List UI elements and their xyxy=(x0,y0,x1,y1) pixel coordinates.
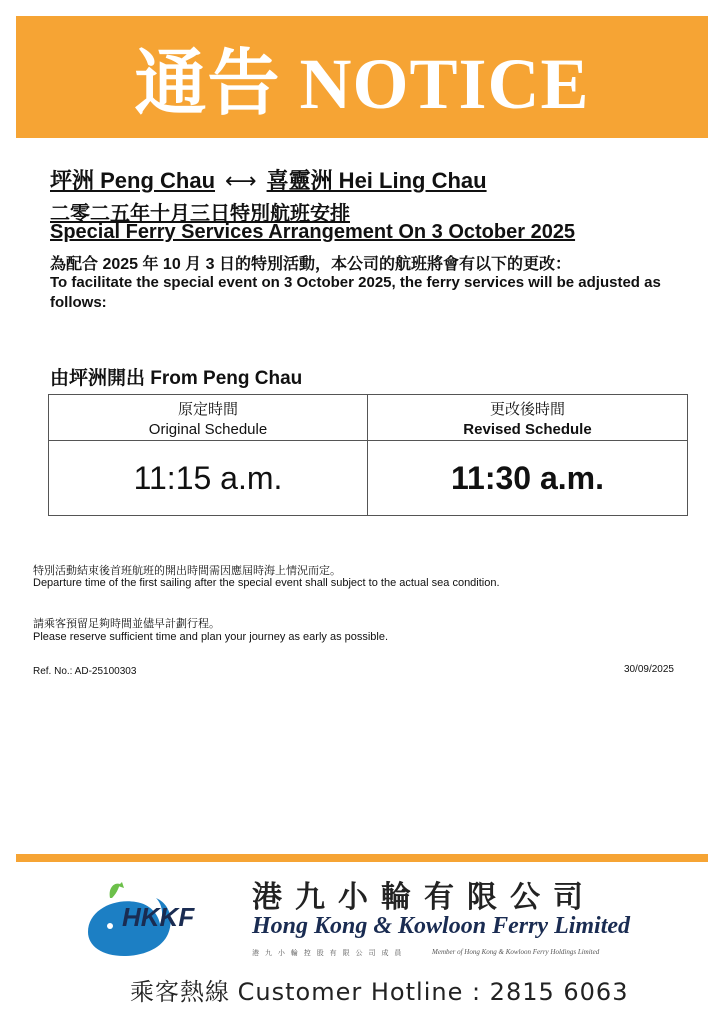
member-note-en: Member of Hong Kong & Kowloon Ferry Holdings Limited xyxy=(432,948,600,956)
original-time-cell xyxy=(49,441,368,515)
company-name-en: Hong Kong & Kowloon Ferry Limited xyxy=(252,913,631,939)
hotline-label-en: Customer Hotline : 2815 6063 xyxy=(237,978,629,1006)
double-arrow-icon: ⟷ xyxy=(225,168,257,193)
note-1-zh: 特別活動結束後首班航班的開出時間需因應屆時海上情況而定。 xyxy=(33,564,341,577)
original-header-en: Original Schedule xyxy=(148,420,268,438)
title-en: Special Ferry Services Arrangement On 3 October 2025 xyxy=(50,221,576,243)
reference-number: Ref. No.: AD-25100303 xyxy=(33,666,137,677)
hotline-label-zh: 乘客熱線 xyxy=(130,979,230,1006)
schedule-table xyxy=(48,394,688,516)
note-2-en: Please reserve sufficient time and plan your journey as early as possible. xyxy=(33,631,389,643)
revised-time: 11:30 a.m. xyxy=(451,459,604,496)
original-header-cell xyxy=(49,395,368,441)
intro-en: To facilitate the special event on 3 October 2025, the ferry services will be adjusted as follows: xyxy=(50,274,661,311)
revised-time-cell xyxy=(368,441,687,515)
revised-header-en: Revised Schedule xyxy=(463,420,592,438)
banner-title: 通告 NOTICE xyxy=(134,44,590,124)
customer-hotline xyxy=(130,972,628,1007)
route-to: 喜靈洲 Hei Ling Chau xyxy=(266,168,487,193)
hkkf-logo xyxy=(84,880,234,958)
logo-text: HKKF xyxy=(122,902,195,932)
company-name-zh: 港九小輪有限公司 xyxy=(252,880,596,915)
revised-header-cell xyxy=(368,395,687,441)
section-heading: 由坪洲開出 From Peng Chau xyxy=(50,368,303,389)
revised-header-zh: 更改後時間 xyxy=(489,399,565,418)
intro-zh: 為配合 2025 年 10 月 3 日的特別活動，本公司的航班將會有以下的更改： xyxy=(50,256,571,273)
note-1-en: Departure time of the first sailing after the special event shall subject to the actual sea condition. xyxy=(33,577,500,589)
route-from: 坪洲 Peng Chau xyxy=(50,168,216,193)
title-zh: 二零二五年十月三日特別航班安排 xyxy=(50,201,350,225)
original-time: 11:15 a.m. xyxy=(133,459,283,496)
notice-banner xyxy=(16,16,708,138)
notice-date: 30/09/2025 xyxy=(623,664,674,675)
note-2-zh: 請乘客預留足夠時間並儘早計劃行程。 xyxy=(33,617,220,630)
route-line xyxy=(50,164,487,195)
member-note-zh: 港 九 小 輪 控 股 有 限 公 司 成 員 xyxy=(252,950,404,957)
footer-divider xyxy=(16,854,708,862)
original-header-zh: 原定時間 xyxy=(177,399,238,418)
